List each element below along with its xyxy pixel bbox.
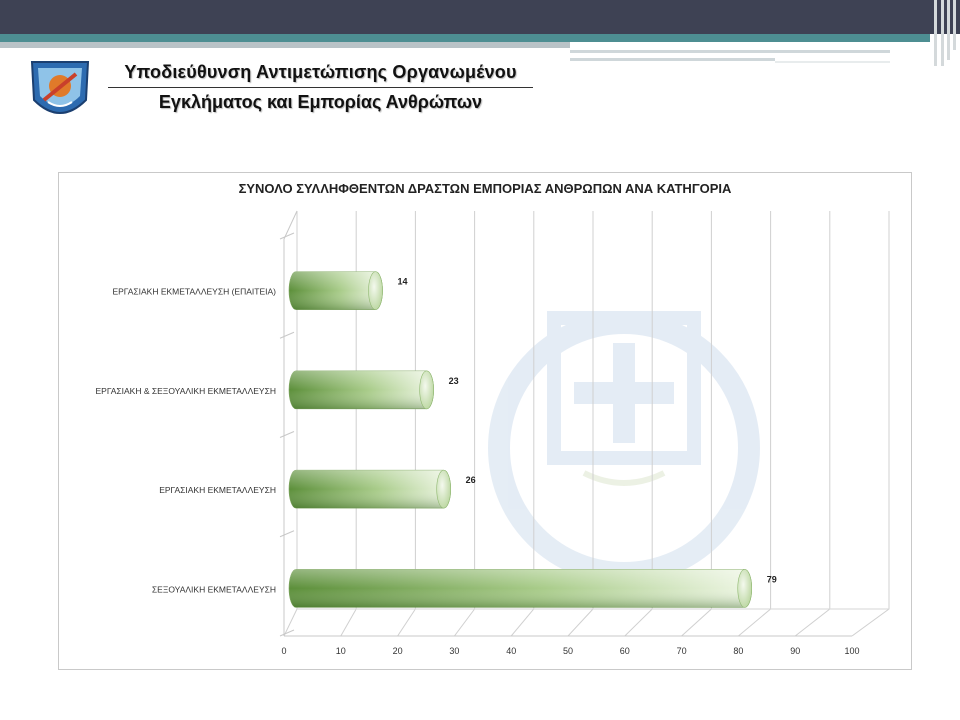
slide-gray-bar: [0, 42, 570, 48]
decor-line: [570, 58, 775, 61]
chart-container: [58, 172, 912, 670]
x-tick-label: 40: [506, 646, 517, 656]
x-tick-label: 90: [790, 646, 801, 656]
y-category-label: ΕΡΓΑΣΙΑΚΗ ΕΚΜΕΤΑΛΛΕΥΣΗ: [159, 485, 276, 496]
x-tick-label: 80: [733, 646, 744, 656]
bar: [289, 470, 451, 508]
x-tick-label: 50: [562, 646, 574, 656]
y-tick: [280, 233, 294, 239]
x-gridline: [795, 211, 830, 636]
police-emblem-logo: [26, 56, 94, 126]
y-tick: [280, 432, 294, 438]
x-gridline: [852, 211, 889, 636]
slide-accent-bar: [0, 34, 930, 42]
bar: [289, 569, 752, 607]
corner-decoration: [930, 0, 960, 66]
x-tick-label: 60: [619, 646, 630, 656]
y-tick: [280, 332, 294, 338]
decor-line: [570, 50, 890, 53]
x-tick-label: 70: [676, 646, 687, 656]
bar: [289, 371, 434, 409]
x-tick-label: 20: [392, 646, 403, 656]
bar-data-label: 79: [766, 574, 777, 585]
x-tick-label: 100: [844, 646, 860, 656]
bar-chart: [59, 173, 911, 669]
slide-top-bar: [0, 0, 960, 34]
bar-data-label: 23: [448, 375, 459, 386]
y-category-label: ΕΡΓΑΣΙΑΚΗ & ΣΕΞΟΥΑΛΙΚΗ ΕΚΜΕΤΑΛΛΕΥΣΗ: [95, 385, 276, 396]
y-category-label: ΕΡΓΑΣΙΑΚΗ ΕΚΜΕΤΑΛΛΕΥΣΗ (ΕΠΑΙΤΕΙΑ): [112, 286, 276, 297]
slide-title: [108, 62, 533, 113]
bar-data-label: 14: [397, 276, 408, 287]
y-tick: [280, 531, 294, 537]
bar-data-label: 26: [465, 475, 476, 486]
title-line-2: Εγκλήματος και Εμπορίας Ανθρώπων: [158, 92, 483, 112]
chart-title: ΣΥΝΟΛΟ ΣΥΛΛΗΦΘΕΝΤΩΝ ΔΡΑΣΤΩΝ ΕΜΠΟΡΙΑΣ ΑΝΘΡΩΠΩΝ ΑΝΑ ΚΑΤΗΓΟΡΙΑ: [238, 181, 732, 196]
y-category-label: ΣΕΞΟΥΑΛΙΚΗ ΕΚΜΕΤΑΛΛΕΥΣΗ: [151, 584, 276, 595]
bar: [289, 272, 383, 310]
x-tick-label: 10: [335, 646, 346, 656]
x-tick-label: 30: [449, 646, 460, 656]
x-tick-label: 0: [281, 646, 287, 656]
decor-line: [775, 61, 890, 63]
title-line-1: Υποδιεύθυνση Αντιμετώπισης Οργανωμένου: [108, 62, 533, 88]
